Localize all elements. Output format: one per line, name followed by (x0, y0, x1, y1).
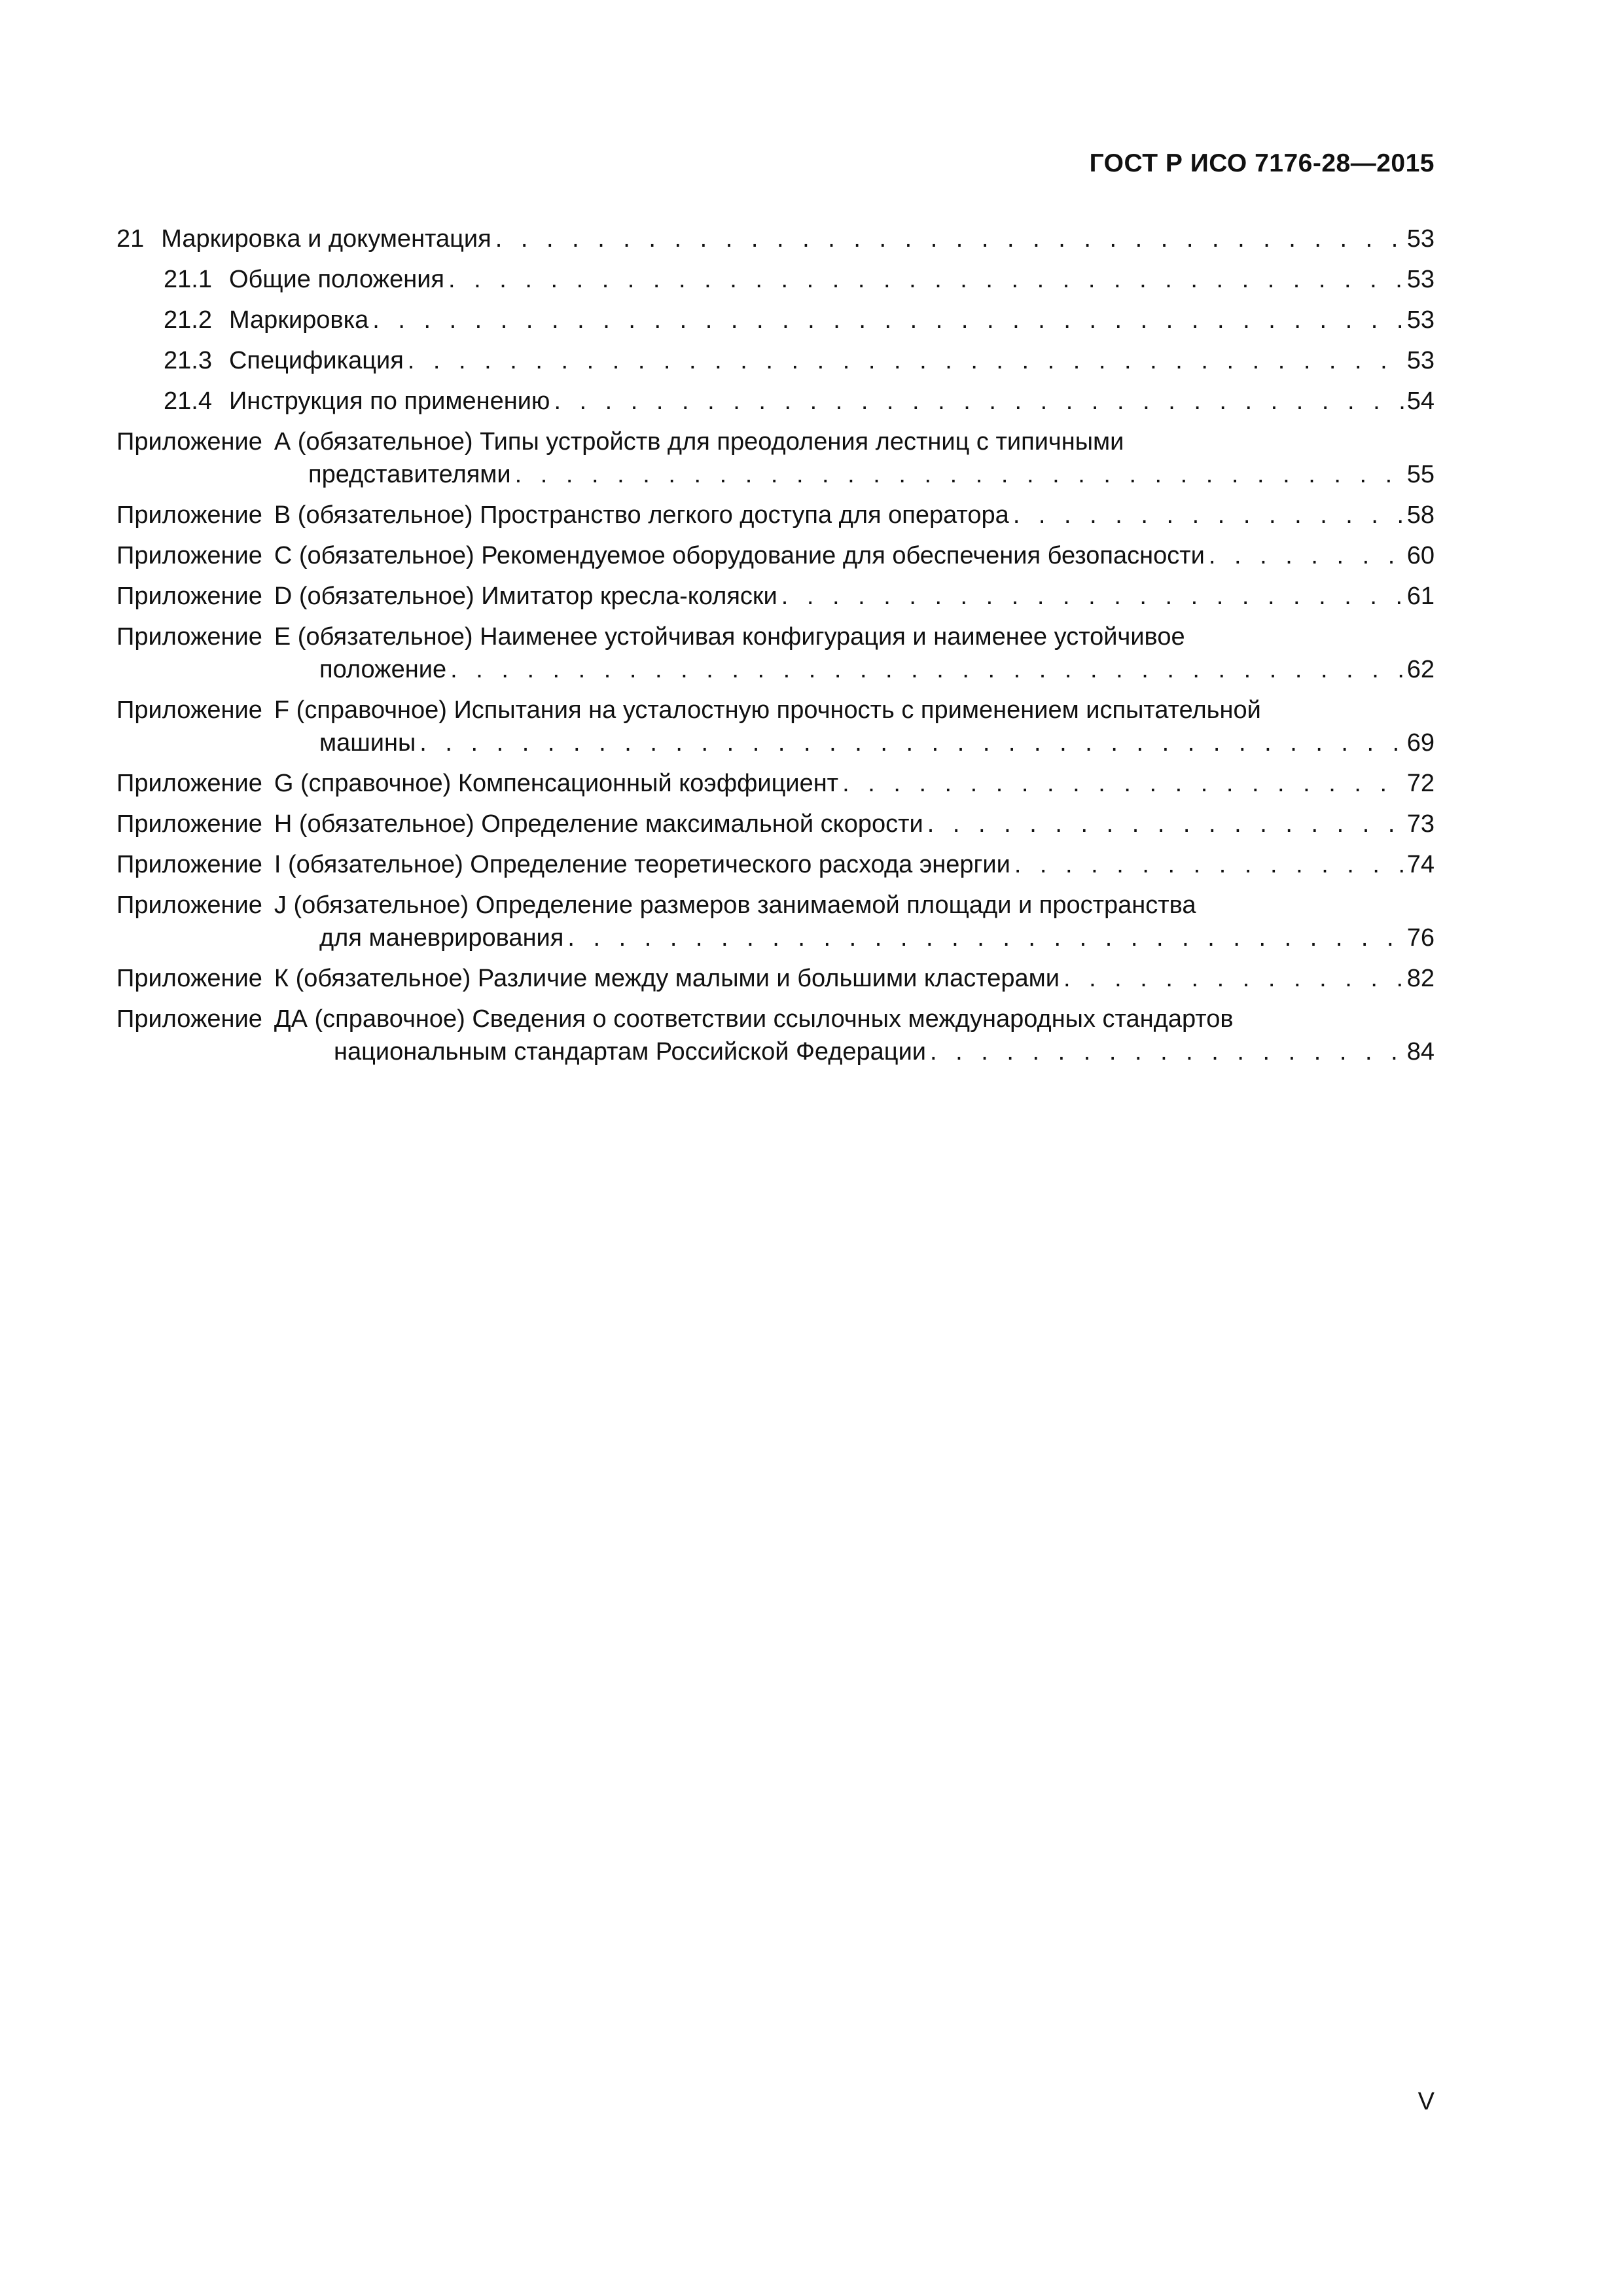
toc-entry-appendix-e[interactable] (116, 620, 1435, 686)
dot-leader (448, 263, 1404, 296)
appendix-title: ДА (справочное) Сведения о соответствии ссылочных международных стандартов (274, 1005, 1234, 1033)
toc-entry-appendix-j[interactable] (116, 889, 1435, 954)
appendix-title-continued: машины (319, 729, 416, 757)
toc-entry-appendix-g[interactable] (116, 767, 1435, 800)
dot-leader (495, 223, 1404, 255)
toc-entry-appendix-i[interactable] (116, 848, 1435, 881)
toc-page-number: 53 (1406, 225, 1435, 253)
toc-page-number: 61 (1406, 583, 1435, 610)
toc-entry-21[interactable] (116, 223, 1435, 255)
dot-leader (927, 808, 1404, 840)
dot-leader (930, 1035, 1404, 1068)
toc-entry-appendix-b[interactable] (116, 499, 1435, 531)
appendix-title: В (обязательное) Пространство легкого доступа для оператора (274, 501, 1009, 529)
dot-leader (554, 385, 1404, 418)
appendix-label: Приложение (116, 770, 262, 797)
toc-number: 21.1 (164, 266, 212, 293)
appendix-label: Приложение (116, 891, 262, 919)
toc-entry-appendix-da[interactable] (116, 1003, 1435, 1068)
dot-leader (372, 304, 1404, 336)
appendix-title: Н (обязательное) Определение максимальной скорости (274, 810, 923, 838)
table-of-contents (116, 223, 1435, 1076)
toc-page-number: 62 (1406, 656, 1435, 683)
appendix-label: Приложение (116, 501, 262, 529)
toc-title: Маркировка и документация (161, 225, 491, 253)
dot-leader (567, 922, 1404, 954)
toc-entry-appendix-a[interactable] (116, 425, 1435, 491)
toc-entry-appendix-c[interactable] (116, 539, 1435, 572)
toc-number: 21.4 (164, 387, 212, 415)
appendix-title: А (обязательное) Типы устройств для преодоления лестниц с типичными (274, 428, 1124, 456)
dot-leader (450, 653, 1404, 686)
toc-entry-21-4[interactable] (164, 385, 1435, 418)
toc-number: 21.2 (164, 306, 212, 334)
appendix-title: J (обязательное) Определение размеров занимаемой площади и пространства (274, 891, 1196, 919)
appendix-label: Приложение (116, 696, 262, 724)
appendix-label: Приложение (116, 1005, 262, 1033)
appendix-title: Е (обязательное) Наименее устойчивая конфигурация и наименее устойчивое (274, 623, 1185, 651)
dot-leader (842, 767, 1404, 800)
dot-leader (1209, 539, 1404, 572)
toc-page-number: 55 (1406, 461, 1435, 488)
toc-title: Инструкция по применению (228, 387, 550, 415)
toc-page-number: 53 (1406, 306, 1435, 334)
appendix-title-continued: национальным стандартам Российской Федерации (334, 1038, 927, 1066)
toc-title: Спецификация (228, 347, 404, 374)
toc-number: 21.3 (164, 347, 212, 374)
appendix-title-continued: положение (319, 656, 447, 683)
appendix-title: G (справочное) Компенсационный коэффициент (274, 770, 839, 797)
dot-leader (1014, 848, 1404, 881)
dot-leader (419, 726, 1404, 759)
toc-page-number: 53 (1406, 347, 1435, 374)
dot-leader (781, 580, 1404, 613)
toc-page-number: 60 (1406, 542, 1435, 569)
toc-entry-appendix-d[interactable] (116, 580, 1435, 613)
appendix-label: Приложение (116, 583, 262, 610)
appendix-title: F (справочное) Испытания на усталостную прочность с применением испытательной (274, 696, 1261, 724)
toc-entry-21-1[interactable] (164, 263, 1435, 296)
appendix-label: Приложение (116, 851, 262, 878)
appendix-title: D (обязательное) Имитатор кресла-коляски (274, 583, 777, 610)
toc-entry-21-3[interactable] (164, 344, 1435, 377)
page-number: V (1418, 2088, 1435, 2115)
toc-page-number: 76 (1406, 924, 1435, 952)
toc-page-number: 82 (1406, 965, 1435, 992)
toc-entry-appendix-k[interactable] (116, 962, 1435, 995)
toc-entry-appendix-h[interactable] (116, 808, 1435, 840)
toc-entry-appendix-f[interactable] (116, 694, 1435, 759)
dot-leader (408, 344, 1404, 377)
appendix-label: Приложение (116, 428, 262, 456)
toc-page-number: 73 (1406, 810, 1435, 838)
appendix-title-continued: для маневрирования (319, 924, 564, 952)
toc-title: Маркировка (228, 306, 369, 334)
toc-entry-21-2[interactable] (164, 304, 1435, 336)
toc-page-number: 54 (1406, 387, 1435, 415)
toc-number: 21 (116, 225, 145, 253)
toc-page-number: 84 (1406, 1038, 1435, 1066)
appendix-title: К (обязательное) Различие между малыми и большими кластерами (274, 965, 1060, 992)
dot-leader (1063, 962, 1404, 995)
toc-title: Общие положения (228, 266, 444, 293)
document-code-header: ГОСТ Р ИСО 7176-28—2015 (1089, 149, 1435, 177)
appendix-label: Приложение (116, 965, 262, 992)
appendix-title: I (обязательное) Определение теоретического расхода энергии (274, 851, 1010, 878)
toc-page-number: 74 (1406, 851, 1435, 878)
appendix-label: Приложение (116, 810, 262, 838)
appendix-title: С (обязательное) Рекомендуемое оборудование для обеспечения безопасности (274, 542, 1205, 569)
toc-page-number: 58 (1406, 501, 1435, 529)
appendix-label: Приложение (116, 623, 262, 651)
dot-leader (515, 458, 1404, 491)
appendix-title-continued: представителями (308, 461, 511, 488)
toc-page-number: 69 (1406, 729, 1435, 757)
dot-leader (1013, 499, 1404, 531)
toc-page-number: 72 (1406, 770, 1435, 797)
appendix-label: Приложение (116, 542, 262, 569)
toc-page-number: 53 (1406, 266, 1435, 293)
